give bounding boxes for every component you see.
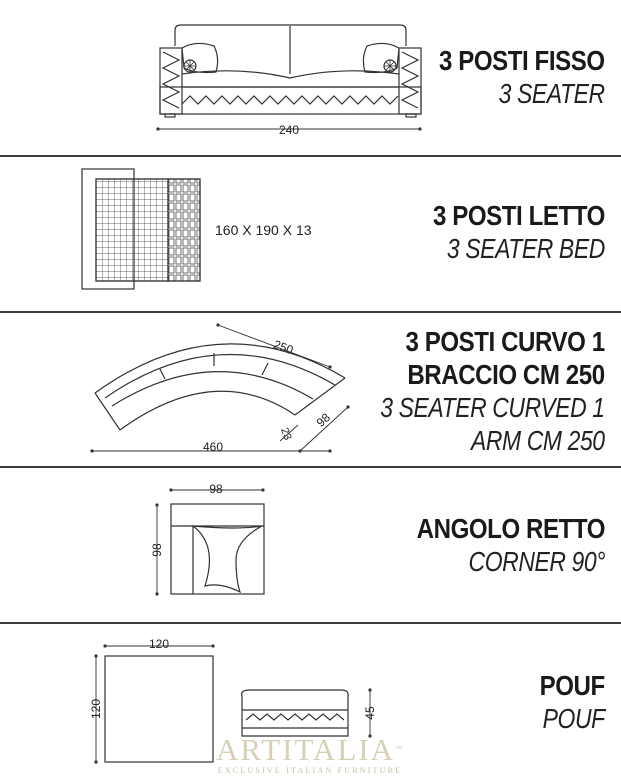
logo-tagline: EXCLUSIVE ITALIAN FURNITURE [217, 766, 403, 775]
logo-wordmark: ARTITALIA™ [216, 732, 404, 767]
product-row-3-seater-bed [0, 157, 621, 313]
product-title-line-2: BRACCIO CM 250 [407, 359, 605, 390]
curved-sofa-drawing [0, 313, 380, 468]
dim-depth-label: 120 [89, 698, 103, 720]
product-title: 3 POSTI LETTO [433, 200, 605, 231]
product-subtitle: CORNER 90° [468, 546, 605, 577]
dim-depth-label: 98 [313, 410, 333, 430]
product-row-3-seater [0, 0, 621, 157]
sofa-bed-drawing [0, 157, 360, 313]
dim-arc-label: 250 [271, 337, 296, 358]
dim-length-label: 460 [202, 440, 224, 454]
artitalia-logo [205, 734, 415, 776]
product-row-curved [0, 313, 621, 468]
product-title-line-1: 3 POSTI CURVO 1 [405, 326, 605, 357]
dim-width-label: 120 [148, 637, 170, 651]
dim-bed-label: 160 X 190 X 13 [215, 222, 312, 238]
product-subtitle: POUF [542, 703, 605, 734]
corner-drawing [0, 468, 320, 624]
product-subtitle-line-1: 3 SEATER CURVED 1 [380, 392, 605, 423]
product-title: 3 POSTI FISSO [439, 45, 605, 76]
product-row-corner [0, 468, 621, 624]
product-title: POUF [539, 670, 605, 701]
dim-width-label: 240 [278, 123, 300, 137]
dim-height-label: 45 [363, 706, 377, 720]
product-title: ANGOLO RETTO [416, 513, 605, 544]
dim-arm-label: 23 [278, 426, 294, 442]
sofa-front-drawing [0, 0, 460, 157]
product-subtitle: 3 SEATER [498, 78, 605, 109]
dim-depth-label: 98 [150, 543, 164, 557]
product-subtitle-line-2: ARM CM 250 [471, 425, 605, 456]
dim-width-label: 98 [209, 482, 223, 496]
product-subtitle: 3 SEATER BED [447, 233, 605, 264]
